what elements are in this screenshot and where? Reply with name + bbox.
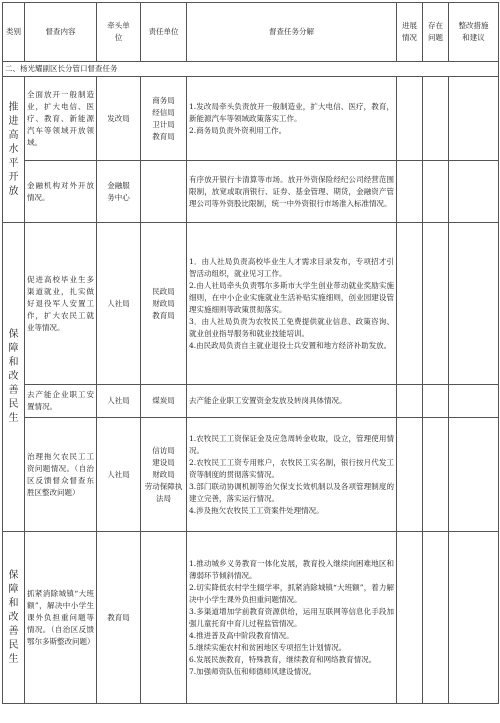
task-item: 2.由人社局牵头负责鄂尔多斯市大学生创业带动就业奖励实施细则，在中小企业实施就业生活补贴实施细则，创业园建设管理实施细则等政策贯彻落实。	[189, 280, 394, 314]
fix-cell	[449, 161, 499, 223]
content-cell: 金融机构对外开放情况。	[25, 161, 97, 223]
lead-cell: 教育局	[97, 532, 141, 704]
header-issues: 存在问题	[423, 3, 449, 62]
progress-cell	[397, 223, 423, 385]
task-item: 1.发改局牵头负责放开一般制造业，扩大电信、医疗，教育，新能源汽车等领域政策落实工作。	[189, 101, 394, 123]
task-item: 4.推进普及高中阶段教育情况。	[189, 630, 294, 640]
header-fix: 整改措施和建议	[449, 3, 499, 62]
fix-cell	[449, 532, 499, 704]
resp-item: 民政局	[152, 286, 175, 296]
lead-cell: 人社局	[97, 223, 141, 385]
task-item: 有序放开银行卡清算等市场。放开外资保险经纪公司经营范围限制，放宽或取消银行、证券、基金管理、期货，金融资产管理公司等外资股比限制，统一中外资银行市场准入标准情况。	[189, 174, 394, 208]
content-cell: 全面放开一般制造业，扩大电信、医疗、教育、新能源汽车等领域开放领域。	[25, 77, 97, 161]
resp-item: 建设局	[152, 457, 175, 467]
category-cell: 保障和改善民生	[3, 223, 25, 532]
progress-cell	[397, 161, 423, 223]
task-item: 4.涉及拖欠农牧民工工资案件处理情况。	[189, 505, 324, 515]
task-item: 3．由人社局负责为农牧民工免费提供就业信息、政策咨询、就业创业指导服务和就业技能培训。	[189, 316, 394, 338]
task-cell	[187, 223, 397, 385]
table-row	[3, 418, 499, 532]
task-item: 7.加强师资队伍和师德师风建设情况。	[189, 666, 317, 676]
task-item: 5.继续实施农村和贫困地区专项招生计划情况。	[189, 642, 347, 652]
lead-cell: 人社局	[97, 385, 141, 418]
header-progress: 进展情况	[397, 3, 423, 62]
task-item: 去产能企业职工安置资金发放及转岗具体情况。	[189, 396, 347, 405]
table-row	[3, 223, 499, 385]
task-cell	[187, 77, 397, 161]
task-cell	[187, 532, 397, 704]
resp-cell	[141, 532, 187, 704]
lead-cell: 发改局	[97, 77, 141, 161]
task-item: 6.发展民族教育，特殊教育，继续教育和网络教育情况。	[189, 654, 377, 664]
table-row	[3, 385, 499, 418]
resp-item: 卫计局	[152, 119, 175, 129]
header-content: 督查内容	[25, 3, 97, 62]
resp-cell	[141, 77, 187, 161]
table-row	[3, 161, 499, 223]
category-cell: 保障和改善民生	[3, 532, 25, 704]
issues-cell	[423, 385, 449, 418]
progress-cell	[397, 385, 423, 418]
fix-cell	[449, 418, 499, 532]
content-cell: 抓紧消除城镇“大班额”，解决中小学生课外负担重问题等情况。（自治区反馈鄂尔多斯整改问题）	[25, 532, 97, 704]
resp-item: 经信局	[152, 107, 175, 117]
task-item: 4.由民政局负责自主就业退役士兵安置和地方经济补助发放。	[189, 340, 392, 350]
fix-cell	[449, 77, 499, 161]
issues-cell	[423, 418, 449, 532]
lead-cell: 人社局	[97, 418, 141, 532]
resp-item: 商务局	[152, 95, 175, 105]
progress-cell	[397, 532, 423, 704]
task-item: 2.切实降低农村学生辍学率，抓紧消除城镇“大班额”，着力解决中小学生课外负担重问题情况。	[189, 582, 394, 604]
task-cell	[187, 385, 397, 418]
resp-item: 教育局	[152, 131, 175, 141]
progress-cell	[397, 77, 423, 161]
header-lead: 牵头单位	[97, 3, 141, 62]
resp-item: 财政局	[152, 469, 175, 479]
content-cell: 促进高校毕业生多渠道就业，扎实做好退役军人安置工作，扩大农民工就业等情况。	[25, 223, 97, 385]
issues-cell	[423, 77, 449, 161]
task-item: 1.推动城乡义务教育一体化发展，教育投入继续向困难地区和薄弱环节倾斜情况。	[189, 558, 394, 580]
issues-cell	[423, 223, 449, 385]
resp-cell	[141, 223, 187, 385]
task-item: 1．由人社局负责高校毕业生人才需求目录发布，专项招才引智活动组织，就业见习工作。	[189, 256, 394, 278]
header-resp: 责任单位	[141, 3, 187, 62]
task-cell	[187, 418, 397, 532]
header-category: 类别	[3, 3, 25, 62]
section-title: 二、杨光耀副区长分管口督查任务	[3, 62, 499, 77]
resp-item: 煤炭局	[152, 396, 175, 405]
fix-cell	[449, 385, 499, 418]
resp-item: 教育局	[152, 310, 175, 320]
issues-cell	[423, 161, 449, 223]
lead-cell: 金融服务中心	[97, 161, 141, 223]
resp-item: 财政局	[152, 298, 175, 308]
issues-cell	[423, 532, 449, 704]
fix-cell	[449, 223, 499, 385]
header-task: 督查任务分解	[187, 3, 397, 62]
section-row	[3, 62, 499, 77]
table-row	[3, 77, 499, 161]
supervision-table	[2, 2, 499, 704]
task-cell	[187, 161, 397, 223]
task-item: 2.农牧民工工资专用账户，农牧民工实名制，银行按月代发工资等制度的贯彻落实情况。	[189, 457, 394, 479]
task-item: 1.农牧民工工资保证金及应急周转金收取，设立，管理使用情况。	[189, 433, 394, 455]
resp-item: 信访局	[152, 445, 175, 455]
table-row	[3, 532, 499, 704]
progress-cell	[397, 418, 423, 532]
resp-cell	[141, 161, 187, 223]
content-cell: 治理拖欠农民工工资问题情况。（自治区反馈督众督查东胜区整改问题）	[25, 418, 97, 532]
resp-cell	[141, 418, 187, 532]
header-row	[3, 3, 499, 62]
content-cell: 去产能企业职工安置情况。	[25, 385, 97, 418]
resp-item: 劳动保障执法局	[144, 481, 183, 503]
task-item: 3.多渠道增加学前教育资源供给，运用互联网等信息化手段加强儿童托育中育儿过程监管情况。	[189, 606, 394, 628]
resp-cell	[141, 385, 187, 418]
category-cell: 推进高水平开放	[3, 77, 25, 223]
task-item: 3.部门联动协调机制等治欠保支长效机制以及各项管理制度的建立完善，落实运行情况。	[189, 481, 394, 503]
task-item: 2.商务局负责外资利用工作。	[189, 125, 287, 135]
